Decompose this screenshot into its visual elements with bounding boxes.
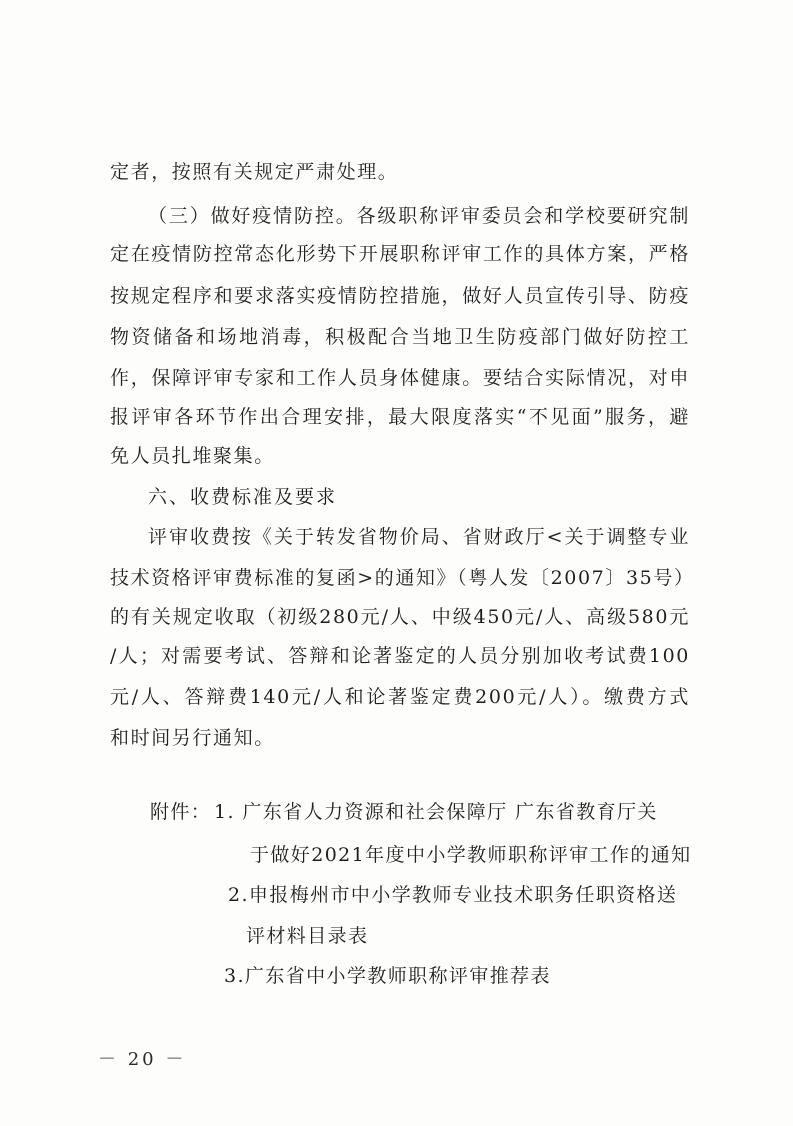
attachment-2-line-1: 2.申报梅州市中小学教师专业技术职务任职资格送 xyxy=(228,884,678,906)
body-line: 评审收费按《关于转发省物价局、省财政厅<关于调整专业 xyxy=(148,526,690,548)
body-line: 技术资格评审费标准的复函>的通知》（粤人发〔2007〕35号） xyxy=(110,567,695,589)
section-3-heading: （三）做好疫情防控。 xyxy=(148,205,357,227)
page-number: － 20 － xyxy=(98,1049,187,1070)
body-line: /人；对需要考试、答辩和论著鉴定的人员分别加收考试费100 xyxy=(110,645,690,667)
body-line: 定者，按照有关规定严肃处理。 xyxy=(110,161,399,183)
body-line: 按规定程序和要求落实疫情防控措施，做好人员宣传引导、防疫 xyxy=(110,285,690,307)
body-line: 免人员扎堆聚集。 xyxy=(110,445,275,467)
body-line: 的有关规定收取（初级280元/人、中级450元/人、高级580元 xyxy=(110,606,690,628)
body-line: 元/人、答辩费140元/人和论著鉴定费200元/人）。缴费方式 xyxy=(110,686,690,708)
section-3-first-line xyxy=(148,204,690,228)
body-line: 和时间另行通知。 xyxy=(110,727,275,749)
body-text: 各级职称评审委员会和学校要研究制 xyxy=(356,205,690,227)
attachment-1-line-2: 于做好2021年度中小学教师职称评审工作的通知 xyxy=(250,844,692,866)
body-line: 物资储备和场地消毒，积极配合当地卫生防疫部门做好防控工 xyxy=(110,326,690,348)
body-line: 报评审各环节作出合理安排，最大限度落实“不见面”服务，避 xyxy=(110,406,690,428)
attachments-label: 附件： xyxy=(150,801,212,823)
body-line: 定在疫情防控常态化形势下开展职称评审工作的具体方案，严格 xyxy=(110,243,690,265)
attachment-3-line-1: 3.广东省中小学教师职称评审推荐表 xyxy=(224,965,551,987)
body-line: 作，保障评审专家和工作人员身体健康。要结合实际情况，对申 xyxy=(110,367,690,389)
section-6-heading: 六、收费标准及要求 xyxy=(148,486,338,508)
attachment-2-line-2: 评材料目录表 xyxy=(246,925,369,947)
attachment-1-line-1: 1. 广东省人力资源和社会保障厅 广东省教育厅关 xyxy=(214,801,658,823)
